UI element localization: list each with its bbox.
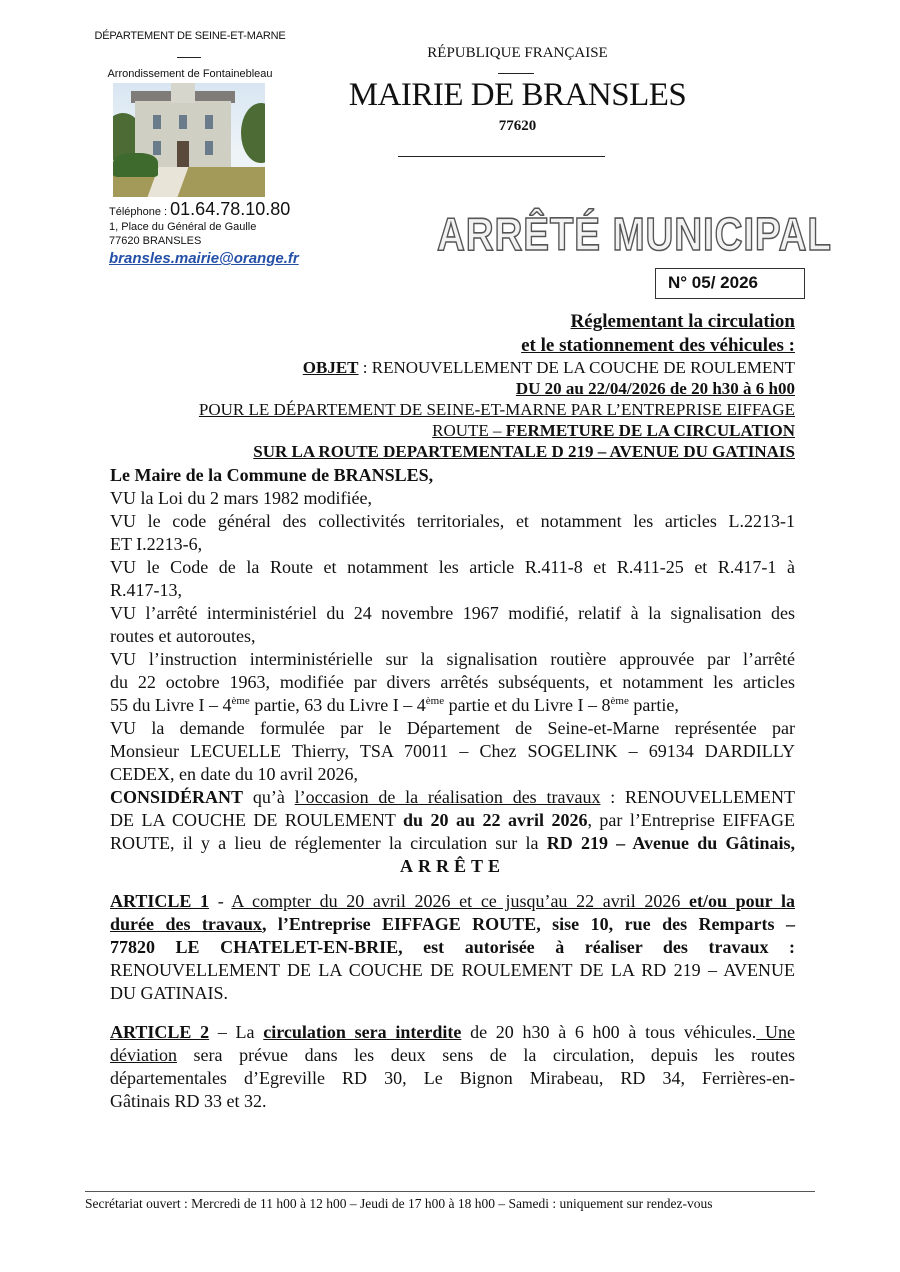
arrete-body <box>110 464 795 1113</box>
text-segment: VU l’instruction interministérielle sur la signalisation routière approuvée par l’arrêté <box>110 649 795 669</box>
body-line <box>110 717 795 740</box>
text-segment: VU la demande formulée par le Département de Seine-et-Marne représentée par <box>110 718 795 738</box>
object-text: : RENOUVELLEMENT DE LA COUCHE DE ROULEMENT <box>358 358 795 377</box>
arrete-title: ARRÊTÉ MUNICIPAL <box>437 208 832 260</box>
text-segment: et/ou pour la <box>680 891 795 911</box>
body-line <box>110 510 795 533</box>
body-line <box>110 763 795 786</box>
objet-label: OBJET <box>302 358 359 377</box>
body-line <box>110 464 795 487</box>
object-dates: DU 20 au 22/04/2026 de 20 h30 à 6 h00 <box>515 379 795 398</box>
body-line <box>110 809 795 832</box>
text-segment: Monsieur LECUELLE Thierry, TSA 70011 – Chez SOGELINK – 69134 DARDILLY <box>110 741 795 761</box>
text-segment: ème <box>425 695 445 707</box>
body-line <box>110 1067 795 1090</box>
body-line <box>110 936 795 959</box>
body-line <box>110 1090 795 1113</box>
text-segment: Le Maire de la Commune de BRANSLES, <box>110 465 434 485</box>
paragraph-gap <box>110 878 795 890</box>
text-segment: VU le code général des collectivités territoriales, et notamment les articles L.2213-1 <box>110 511 795 531</box>
object-line: SUR LA ROUTE DEPARTEMENTALE D 219 – AVENUE DU GATINAIS <box>253 442 795 461</box>
text-segment: ème <box>231 695 250 707</box>
divider <box>177 57 201 58</box>
text-segment: routes et autoroutes, <box>110 626 256 646</box>
text-segment: ROUTE, il y a lieu de réglementer la circulation sur la <box>110 833 547 853</box>
text-segment: : RENOUVELLEMENT <box>600 787 796 807</box>
text-segment: R.417-13, <box>110 580 182 600</box>
object-line: POUR LE DÉPARTEMENT DE SEINE-ET-MARNE PAR L’ENTREPRISE EIFFAGE <box>198 400 795 419</box>
arrondissement-label: Arrondissement de Fontainebleau <box>107 68 273 80</box>
text-segment: RD 219 – Avenue du Gâtinais, <box>546 833 796 853</box>
postcode: 77620 <box>498 118 537 134</box>
text-segment: partie et du Livre I – 8 <box>444 695 611 715</box>
text-segment: – La <box>209 1022 264 1042</box>
text-segment: Gâtinais RD 33 et 32. <box>110 1091 267 1111</box>
object-heading: Réglementant la circulation <box>570 311 795 332</box>
mairie-title: MAIRIE DE BRANSLES <box>348 77 687 113</box>
object-text: ROUTE – <box>432 421 506 440</box>
arrete-number: N° 05/ 2026 <box>655 268 805 299</box>
body-line <box>110 913 795 936</box>
text-segment: , par l’Entreprise EIFFAGE <box>587 810 795 830</box>
text-segment: de 20 h30 à 6 h00 à tous véhicules. <box>461 1022 757 1042</box>
body-line <box>110 648 795 671</box>
divider <box>398 156 605 157</box>
body-line <box>110 855 795 878</box>
text-segment: DU GATINAIS. <box>110 983 228 1003</box>
text-segment: qu’à <box>243 787 295 807</box>
text-segment: partie, <box>628 695 679 715</box>
address-line: 77620 BRANSLES <box>109 235 202 247</box>
object-line <box>432 421 795 441</box>
text-segment: partie, 63 du Livre I – 4 <box>249 695 426 715</box>
text-segment: - <box>209 891 232 911</box>
text-segment: VU le Code de la Route et notamment les article R.411-8 et R.411-25 et R.417-1 à <box>110 557 795 577</box>
body-line <box>110 982 795 1005</box>
republic-label: RÉPUBLIQUE FRANÇAISE <box>427 45 608 61</box>
text-segment: sera prévue dans les deux sens de la circulation, depuis les routes <box>176 1045 795 1065</box>
text-segment: Une <box>756 1022 796 1042</box>
body-line <box>110 786 795 809</box>
divider <box>498 73 534 74</box>
text-segment: durée des travaux <box>110 914 262 934</box>
object-line <box>303 358 795 378</box>
text-segment: 77820 LE CHATELET-EN-BRIE, est autorisée à réaliser des travaux : <box>110 937 795 957</box>
body-line <box>110 959 795 982</box>
footer-divider <box>85 1191 815 1192</box>
text-segment: ème <box>610 695 629 707</box>
text-segment: CONSIDÉRANT <box>110 787 244 807</box>
object-text: FERMETURE DE LA CIRCULATION <box>505 421 795 440</box>
text-segment: VU la Loi du 2 mars 1982 modifiée, <box>110 488 372 508</box>
telephone-number: 01.64.78.10.80 <box>170 199 291 219</box>
body-line <box>110 671 795 694</box>
text-segment: DE LA COUCHE DE ROULEMENT <box>110 810 404 830</box>
text-segment: ARTICLE 1 <box>110 891 210 911</box>
text-segment: départementales d’Egreville RD 30, Le Bignon Mirabeau, RD 34, Ferrières-en- <box>110 1068 795 1088</box>
text-segment: CEDEX, en date du 10 avril 2026, <box>110 764 358 784</box>
town-hall-photo <box>113 83 265 197</box>
body-line <box>110 1021 795 1044</box>
text-segment: du 22 octobre 1963, modifiée par divers arrêtés subséquents, et notamment les articles <box>110 672 795 692</box>
body-line <box>110 602 795 625</box>
telephone-label: Téléphone : <box>109 206 171 218</box>
telephone <box>109 199 290 219</box>
object-heading: et le stationnement des véhicules : <box>521 335 795 356</box>
text-segment: circulation sera interdite <box>263 1022 462 1042</box>
paragraph-gap <box>110 1005 795 1021</box>
body-line <box>110 832 795 855</box>
text-segment: du 20 au 22 avril 2026 <box>403 810 588 830</box>
body-line <box>110 625 795 648</box>
footer-hours: Secrétariat ouvert : Mercredi de 11 h00 à 12 h00 – Jeudi de 17 h00 à 18 h00 – Samedi : uniquement sur rendez-vous <box>85 1196 713 1211</box>
text-segment: ARTICLE 2 <box>110 1022 210 1042</box>
body-line <box>110 740 795 763</box>
body-line <box>110 579 795 602</box>
body-line <box>110 487 795 510</box>
address-line: 1, Place du Général de Gaulle <box>109 221 257 233</box>
text-segment: , l’Entreprise EIFFAGE ROUTE, sise 10, rue des Remparts – <box>261 914 795 934</box>
text-segment: ARRÊTE <box>399 856 505 876</box>
text-segment: RENOUVELLEMENT DE LA COUCHE DE ROULEMENT DE LA RD 219 – AVENUE <box>110 960 795 980</box>
body-line <box>110 890 795 913</box>
text-segment: 55 du Livre I – 4 <box>110 695 232 715</box>
text-segment: VU l’arrêté interministériel du 24 novembre 1967 modifié, relatif à la signalisation des <box>110 603 795 623</box>
text-segment: l’occasion de la réalisation des travaux <box>294 787 601 807</box>
text-segment: ET I.2213-6, <box>110 534 203 554</box>
body-line <box>110 533 795 556</box>
body-line <box>110 694 795 717</box>
email-link[interactable]: bransles.mairie@orange.fr <box>109 250 299 267</box>
text-segment: déviation <box>110 1045 177 1065</box>
body-line <box>110 1044 795 1067</box>
body-line <box>110 556 795 579</box>
department-label: DÉPARTEMENT DE SEINE-ET-MARNE <box>94 30 286 42</box>
text-segment: A compter du 20 avril 2026 et ce jusqu’au 22 avril 2026 <box>231 891 681 911</box>
